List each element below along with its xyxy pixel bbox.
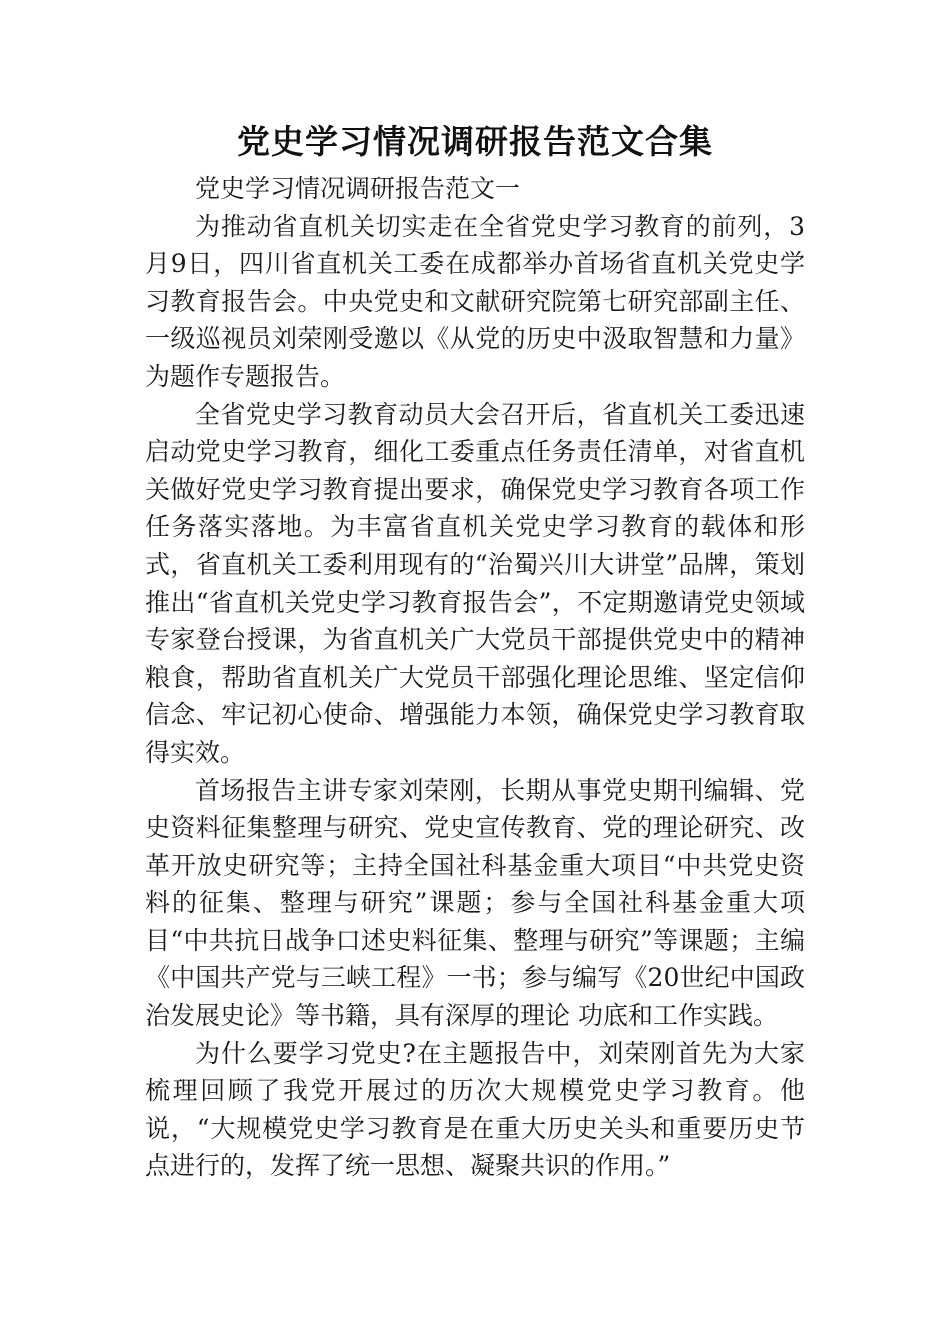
document-title: 党史学习情况调研报告范文合集 bbox=[237, 122, 713, 161]
paragraph-1: 为推动省直机关切实走在全省党史学习教育的前列，3月9日，四川省直机关工委在成都举办首场省直机关党史学习教育报告会。中央党史和文献研究院第七研究部副主任、一级巡视员刘荣刚受邀以《从党的历史中汲取智慧和力量》为题作专题报告。 bbox=[145, 211, 805, 391]
paragraph-3: 首场报告主讲专家刘荣刚，长期从事党史期刊编辑、党史资料征集整理与研究、党史宣传教育、党的理论研究、改革开放史研究等；主持全国社科基金重大项目“中共党史资料的征集、整理与研究”课题；参与全国社科基金重大项目“中共抗日战争口述史料征集、整理与研究”等课题；主编《中国共产党与三峡工程》一书；参与编写《20世纪中国政治发展史论》等书籍，具有深厚的理论 功底和工作实践。 bbox=[145, 775, 805, 1031]
paragraph-2: 全省党史学习教育动员大会召开后，省直机关工委迅速启动党史学习教育，细化工委重点任务责任清单，对省直机关做好党史学习教育提出要求，确保党史学习教育各项工作任务落实落地。为丰富省直机关党史学习教育的载体和形式，省直机关工委利用现有的“治蜀兴川大讲堂”品牌，策划推出“省直机关党史学习教育报告会”，不定期邀请党史领域专家登台授课，为省直机关广大党员干部提供党史中的精神粮食，帮助省直机关广大党员干部强化理论思维、坚定信仰信念、牢记初心使命、增强能力本领，确保党史学习教育取得实效。 bbox=[145, 399, 805, 767]
paragraph-4: 为什么要学习党史?在主题报告中，刘荣刚首先为大家梳理回顾了我党开展过的历次大规模党史学习教育。他说，“大规模党史学习教育是在重大历史关头和重要历史节点进行的，发挥了统一思想、凝聚共识的作用。” bbox=[145, 1038, 805, 1181]
document-body bbox=[145, 170, 805, 1185]
document-subtitle: 党史学习情况调研报告范文一 bbox=[195, 174, 521, 203]
